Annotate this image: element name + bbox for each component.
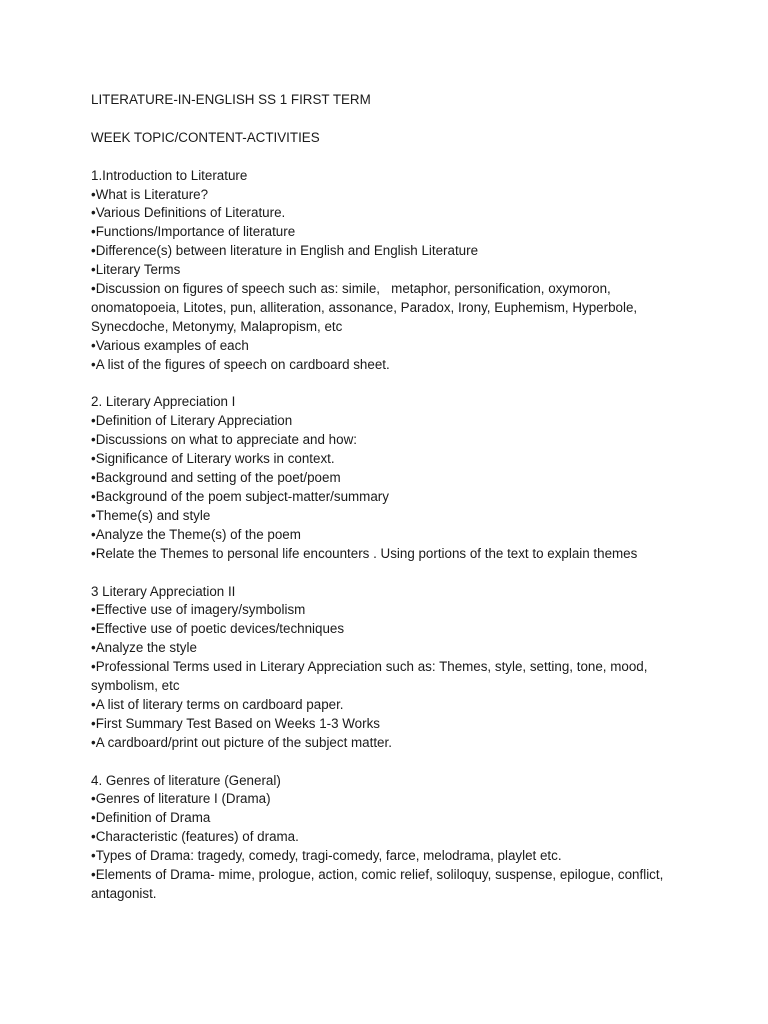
list-item: •A cardboard/print out picture of the subject matter. <box>91 734 392 750</box>
list-item: •Discussion on figures of speech such as: simile, metaphor, personification, oxymoron, onomatopoeia, Litotes, pun, alliteration, assonance, Paradox, Irony, Euphemism, Hyperbole, Synecdoche, Metonymy, Malapropism, etc <box>91 281 641 334</box>
spacer <box>91 564 691 583</box>
spacer <box>91 148 691 167</box>
spacer <box>91 110 691 129</box>
list-item: •Professional Terms used in Literary Appreciation such as: Themes, style, setting, tone, mood, symbolism, etc <box>91 659 652 694</box>
list-item: •A list of the figures of speech on cardboard sheet. <box>91 356 390 372</box>
section-4 <box>91 772 691 904</box>
list-item: •Characteristic (features) of drama. <box>91 829 299 845</box>
list-item: •Significance of Literary works in context. <box>91 451 335 467</box>
list-item: •Discussions on what to appreciate and how: <box>91 432 357 448</box>
list-item: •Types of Drama: tragedy, comedy, tragi-comedy, farce, melodrama, playlet etc. <box>91 848 562 864</box>
list-item: •Effective use of imagery/symbolism <box>91 602 306 618</box>
list-item: •Various examples of each <box>91 337 249 353</box>
section-heading: 2. Literary Appreciation I <box>91 394 236 410</box>
list-item: •What is Literature? <box>91 186 209 202</box>
section-3 <box>91 583 691 753</box>
list-item: •First Summary Test Based on Weeks 1-3 Works <box>91 715 380 731</box>
list-item: •Difference(s) between literature in English and English Literature <box>91 243 479 259</box>
list-item: •Theme(s) and style <box>91 507 211 523</box>
section-heading: 1.Introduction to Literature <box>91 167 248 183</box>
document-page <box>91 91 691 904</box>
list-item: •Background of the poem subject-matter/summary <box>91 488 389 504</box>
list-item: •Analyze the style <box>91 640 197 656</box>
document-title: LITERATURE-IN-ENGLISH SS 1 FIRST TERM <box>91 92 371 107</box>
document-subtitle: WEEK TOPIC/CONTENT-ACTIVITIES <box>91 129 320 145</box>
section-2 <box>91 393 691 563</box>
list-item: •Relate the Themes to personal life encounters . Using portions of the text to explain themes <box>91 545 638 561</box>
list-item: •Functions/Importance of literature <box>91 224 296 240</box>
list-item: •Definition of Drama <box>91 810 211 826</box>
section-heading: 4. Genres of literature (General) <box>91 772 281 788</box>
spacer <box>91 753 691 772</box>
list-item: •Analyze the Theme(s) of the poem <box>91 526 301 542</box>
list-item: •Definition of Literary Appreciation <box>91 413 293 429</box>
section-heading: 3 Literary Appreciation II <box>91 583 236 599</box>
spacer <box>91 375 691 394</box>
list-item: •Elements of Drama- mime, prologue, action, comic relief, soliloquy, suspense, epilogue, conflict, antagonist. <box>91 867 668 901</box>
list-item: •A list of literary terms on cardboard paper. <box>91 696 344 712</box>
list-item: •Various Definitions of Literature. <box>91 205 286 221</box>
section-1 <box>91 167 691 375</box>
list-item: •Background and setting of the poet/poem <box>91 470 341 486</box>
list-item: •Effective use of poetic devices/techniques <box>91 621 345 637</box>
list-item: •Literary Terms <box>91 262 181 278</box>
list-item: •Genres of literature I (Drama) <box>91 791 271 807</box>
